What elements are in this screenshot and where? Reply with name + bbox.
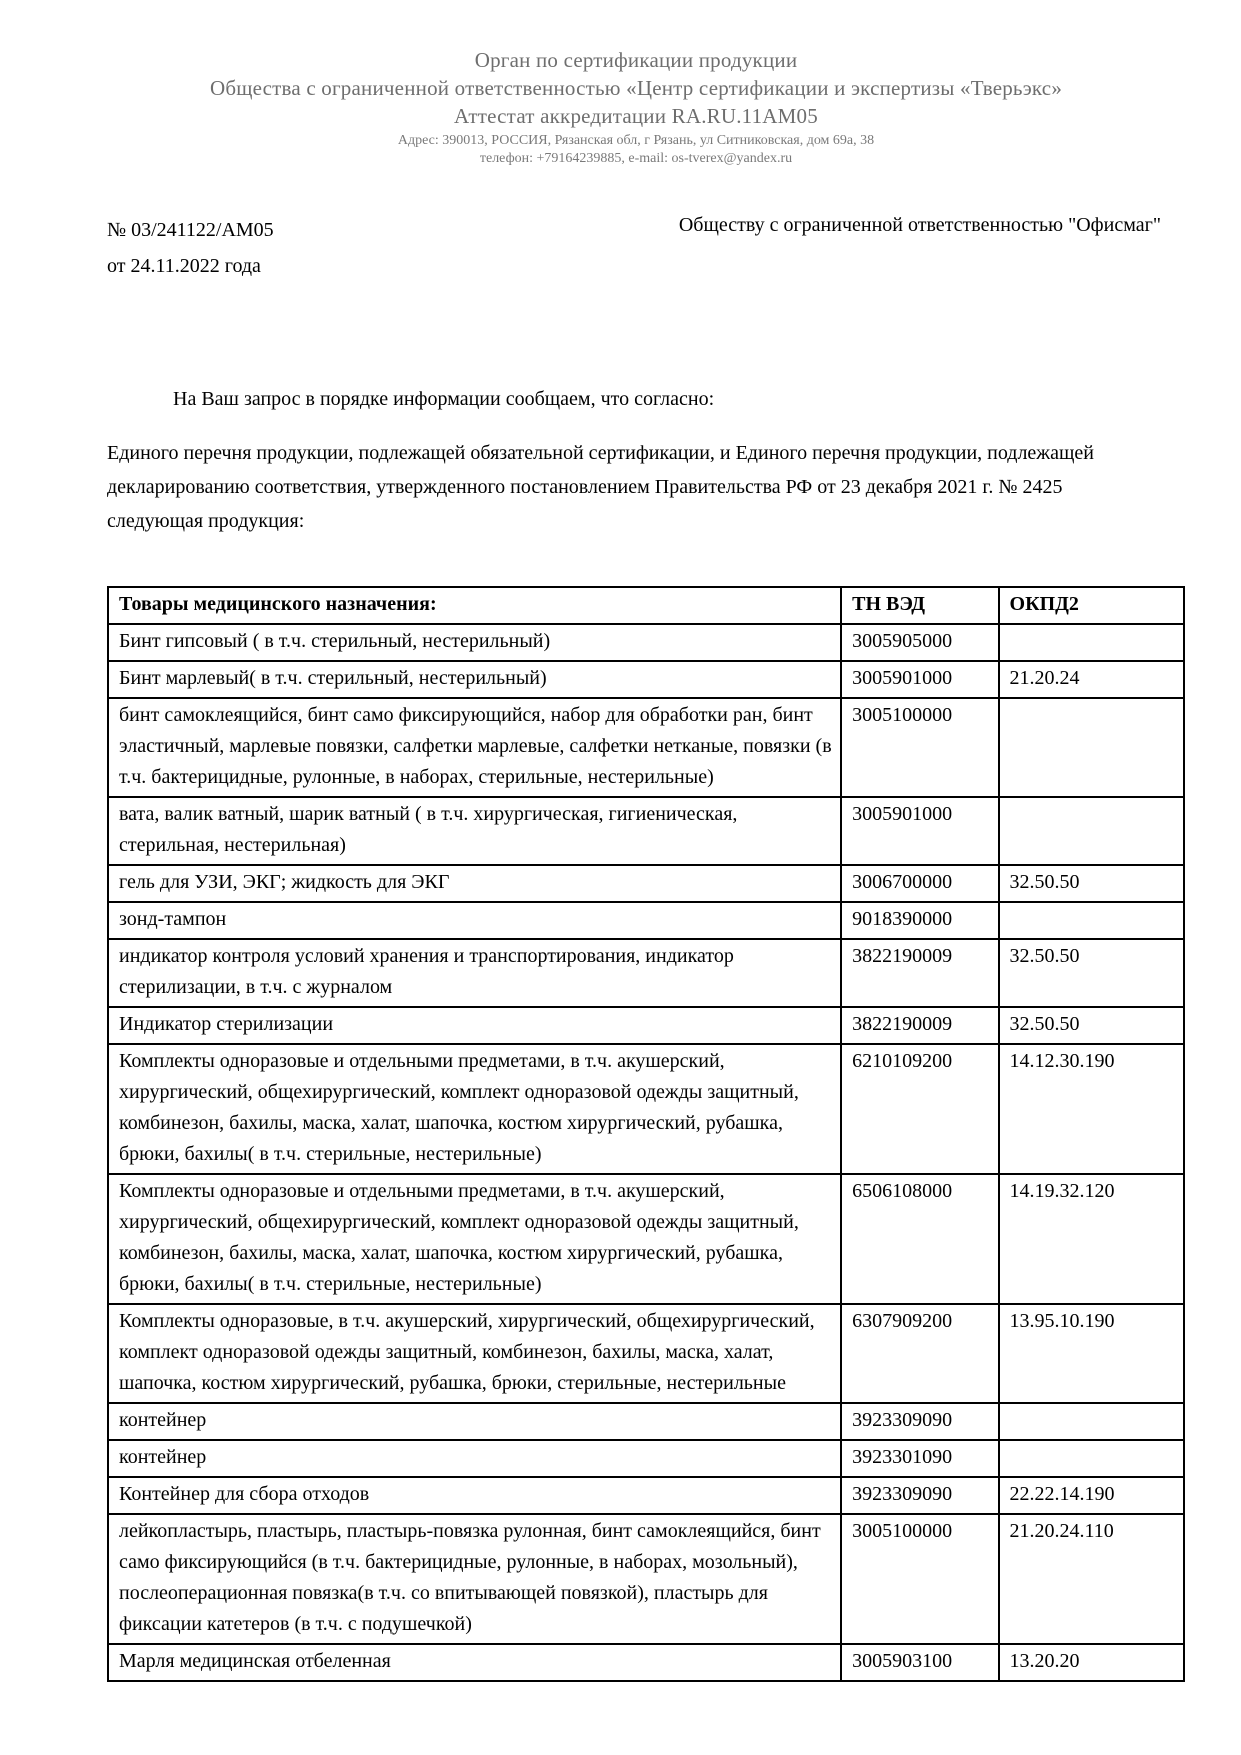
product-cell: Комплекты одноразовые и отдельными предметами, в т.ч. акушерский, хирургический, общехирургический, комплект одноразовой одежды защитный, комбинезон, бахилы, маска, халат, шапочка, костюм хирургический, рубашка, брюки, бахилы( в т.ч. стерильные, нестерильные) bbox=[108, 1174, 841, 1304]
tnved-cell: 3923309090 bbox=[841, 1403, 998, 1440]
letterhead-accreditation: Аттестат аккредитации RA.RU.11АМ05 bbox=[454, 104, 818, 128]
products-table-body bbox=[108, 624, 1184, 1681]
table-row bbox=[108, 661, 1184, 698]
tnved-cell: 3005100000 bbox=[841, 1514, 998, 1644]
okpd2-cell bbox=[999, 698, 1184, 797]
letterhead-address: Адрес: 390013, РОССИЯ, Рязанская обл, г Рязань, ул Ситниковская, дом 69а, 38 bbox=[397, 133, 875, 148]
product-cell: лейкопластырь, пластырь, пластырь-повязка рулонная, бинт самоклеящийся, бинт само фиксирующийся (в т.ч. бактерицидные, рулонные, в наборах, мозольный), послеоперационная повязка(в т.ч. со впитывающей повязкой), пластырь для фиксации катетеров (в т.ч. с подушечкой) bbox=[108, 1514, 841, 1644]
table-row bbox=[108, 1007, 1184, 1044]
tnved-cell: 9018390000 bbox=[841, 902, 998, 939]
okpd2-cell bbox=[999, 1403, 1184, 1440]
product-cell: Бинт марлевый( в т.ч. стерильный, нестерильный) bbox=[108, 661, 841, 698]
product-cell: контейнер bbox=[108, 1440, 841, 1477]
reference-left bbox=[107, 212, 274, 284]
table-row bbox=[108, 698, 1184, 797]
tnved-cell: 6210109200 bbox=[841, 1044, 998, 1174]
tnved-cell: 3005905000 bbox=[841, 624, 998, 661]
okpd2-cell bbox=[999, 902, 1184, 939]
header-product: Товары медицинского назначения: bbox=[108, 587, 841, 624]
table-row bbox=[108, 1440, 1184, 1477]
product-cell: бинт самоклеящийся, бинт само фиксирующийся, набор для обработки ран, бинт эластичный, марлевые повязки, салфетки марлевые, салфетки нетканые, повязки (в т.ч. бактерицидные, рулонные, в наборах, стерильные, нестерильные) bbox=[108, 698, 841, 797]
tnved-cell: 6307909200 bbox=[841, 1304, 998, 1403]
okpd2-cell: 32.50.50 bbox=[999, 939, 1184, 1007]
table-row bbox=[108, 1477, 1184, 1514]
letterhead-contact: телефон: +79164239885, e-mail: os-tverex@yandex.ru bbox=[479, 151, 793, 166]
table-row bbox=[108, 1514, 1184, 1644]
okpd2-cell: 21.20.24 bbox=[999, 661, 1184, 698]
table-row bbox=[108, 939, 1184, 1007]
main-paragraph: Единого перечня продукции, подлежащей обязательной сертификации, и Единого перечня продукции, подлежащей декларированию соответствия, утвержденного постановлением Правительства РФ от 23 декабря 2021 г. № 2425 следующая продукция: bbox=[107, 442, 1094, 532]
recipient: Обществу с ограниченной ответственностью "Офисмаг" bbox=[678, 214, 1161, 236]
product-cell: контейнер bbox=[108, 1403, 841, 1440]
okpd2-cell: 22.22.14.190 bbox=[999, 1477, 1184, 1514]
table-row bbox=[108, 1644, 1184, 1681]
table-row bbox=[108, 1403, 1184, 1440]
tnved-cell: 6506108000 bbox=[841, 1174, 998, 1304]
table-row bbox=[108, 797, 1184, 865]
okpd2-cell: 14.12.30.190 bbox=[999, 1044, 1184, 1174]
letterhead bbox=[87, 46, 1185, 168]
okpd2-cell bbox=[999, 1440, 1184, 1477]
okpd2-cell: 14.19.32.120 bbox=[999, 1174, 1184, 1304]
product-cell: Контейнер для сбора отходов bbox=[108, 1477, 841, 1514]
tnved-cell: 3923301090 bbox=[841, 1440, 998, 1477]
document-date: от 24.11.2022 года bbox=[107, 255, 261, 277]
okpd2-cell: 32.50.50 bbox=[999, 865, 1184, 902]
okpd2-cell: 13.95.10.190 bbox=[999, 1304, 1184, 1403]
table-row bbox=[108, 902, 1184, 939]
tnved-cell: 3822190009 bbox=[841, 939, 998, 1007]
header-okpd2: ОКПД2 bbox=[999, 587, 1184, 624]
products-table bbox=[107, 586, 1185, 1682]
table-row bbox=[108, 1304, 1184, 1403]
product-cell: гель для УЗИ, ЭКГ; жидкость для ЭКГ bbox=[108, 865, 841, 902]
intro-line: На Ваш запрос в порядке информации сообщаем, что согласно: bbox=[173, 388, 715, 410]
okpd2-cell: 21.20.24.110 bbox=[999, 1514, 1184, 1644]
products-table-head bbox=[108, 587, 1184, 624]
letterhead-org-type: Орган по сертификации продукции bbox=[474, 48, 798, 72]
okpd2-cell bbox=[999, 624, 1184, 661]
product-cell: Индикатор стерилизации bbox=[108, 1007, 841, 1044]
product-cell: Марля медицинская отбеленная bbox=[108, 1644, 841, 1681]
product-cell: Комплекты одноразовые, в т.ч. акушерский, хирургический, общехирургический, комплект одноразовой одежды защитный, комбинезон, бахилы, маска, халат, шапочка, костюм хирургический, рубашка, брюки, стерильные, нестерильные bbox=[108, 1304, 841, 1403]
product-cell: вата, валик ватный, шарик ватный ( в т.ч. хирургическая, гигиеническая, стерильная, нестерильная) bbox=[108, 797, 841, 865]
tnved-cell: 3005901000 bbox=[841, 797, 998, 865]
table-row bbox=[108, 624, 1184, 661]
table-row bbox=[108, 1174, 1184, 1304]
okpd2-cell: 32.50.50 bbox=[999, 1007, 1184, 1044]
tnved-cell: 3005901000 bbox=[841, 661, 998, 698]
document-number: № 03/241122/АМ05 bbox=[107, 219, 274, 241]
okpd2-cell bbox=[999, 797, 1184, 865]
product-cell: индикатор контроля условий хранения и транспортирования, индикатор стерилизации, в т.ч. с журналом bbox=[108, 939, 841, 1007]
letterhead-org-name: Общества с ограниченной ответственностью «Центр сертификации и экспертизы «Тверьэкс» bbox=[209, 76, 1063, 100]
table-row bbox=[108, 1044, 1184, 1174]
product-cell: зонд-тампон bbox=[108, 902, 841, 939]
okpd2-cell: 13.20.20 bbox=[999, 1644, 1184, 1681]
tnved-cell: 3006700000 bbox=[841, 865, 998, 902]
product-cell: Бинт гипсовый ( в т.ч. стерильный, нестерильный) bbox=[108, 624, 841, 661]
reference-block bbox=[107, 212, 1185, 284]
table-row bbox=[108, 865, 1184, 902]
table-header-row bbox=[108, 587, 1184, 624]
tnved-cell: 3822190009 bbox=[841, 1007, 998, 1044]
tnved-cell: 3005903100 bbox=[841, 1644, 998, 1681]
header-tnved: ТН ВЭД bbox=[841, 587, 998, 624]
product-cell: Комплекты одноразовые и отдельными предметами, в т.ч. акушерский, хирургический, общехирургический, комплект одноразовой одежды защитный, комбинезон, бахилы, маска, халат, шапочка, костюм хирургический, рубашка, брюки, бахилы( в т.ч. стерильные, нестерильные) bbox=[108, 1044, 841, 1174]
tnved-cell: 3005100000 bbox=[841, 698, 998, 797]
tnved-cell: 3923309090 bbox=[841, 1477, 998, 1514]
